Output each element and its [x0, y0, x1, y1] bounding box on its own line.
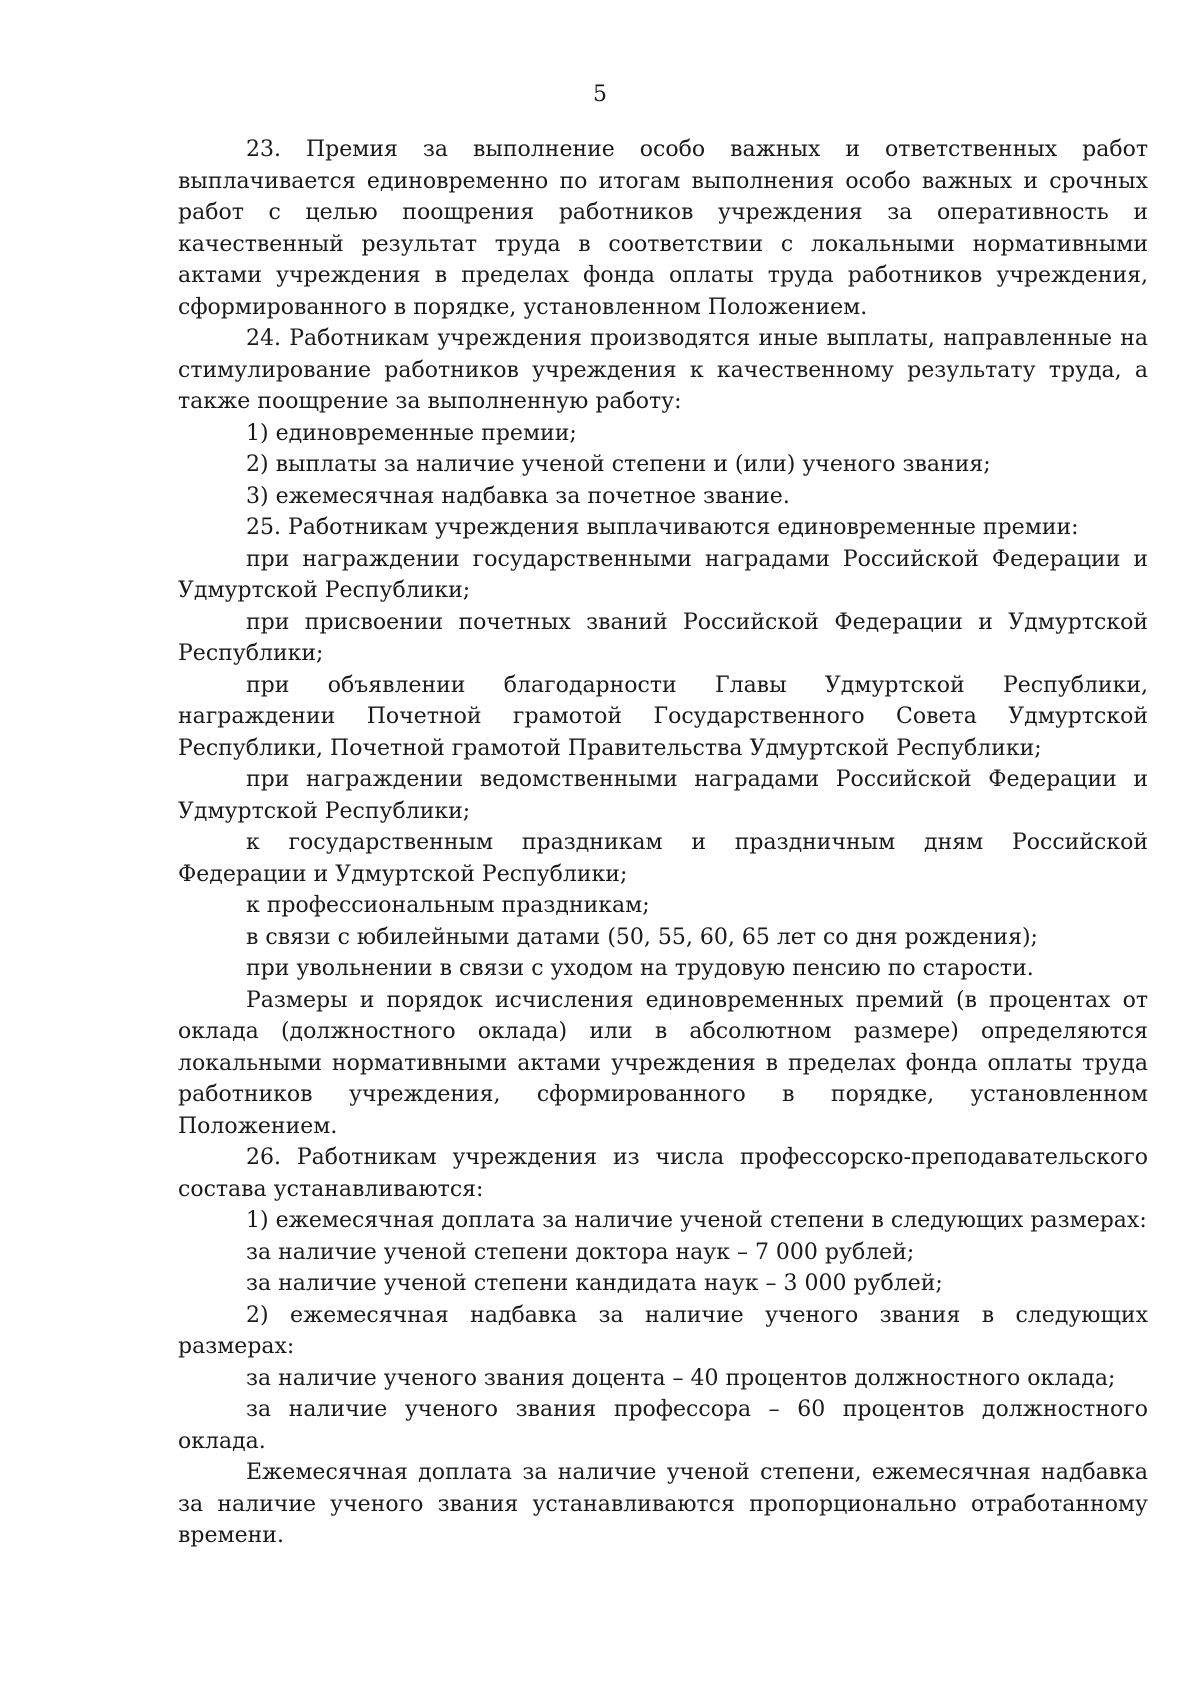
list-item: 2) выплаты за наличие ученой степени и (или) ученого звания; — [246, 452, 991, 477]
list-item: за наличие ученой степени кандидата наук – 3 000 рублей; — [246, 1271, 943, 1296]
list-item: 3) ежемесячная надбавка за почетное звание. — [246, 483, 790, 509]
list-item: к государственным праздникам и праздничным дням Российской Федерации и Удмуртской Республики; — [178, 830, 1148, 887]
paragraph-26: 26. Работникам учреждения из числа профессорско-преподавательского состава устанавливаются: — [178, 1145, 1148, 1202]
paragraph-24: 24. Работникам учреждения производятся иные выплаты, направленные на стимулирование работников учреждения к качественному результату труда, а также поощрение за выполненную работу: — [178, 326, 1148, 414]
list-item: в связи с юбилейными датами (50, 55, 60, 65 лет со дня рождения); — [246, 924, 1038, 950]
list-item: 2) ежемесячная надбавка за наличие ученого звания в следующих размерах: — [178, 1302, 1148, 1359]
document-body — [178, 134, 1148, 1552]
list-item: при увольнении в связи с уходом на трудовую пенсию по старости. — [246, 956, 1034, 981]
paragraph-premium-amounts: Размеры и порядок исчисления единовременных премий (в процентах от оклада (должностного оклада) или в абсолютном размере) определяются локальными нормативными актами учреждения в пределах фонда оплаты труда работников учреждения, сформированного в порядке, установленном Положением. — [178, 987, 1148, 1139]
list-item: при награждении ведомственными наградами Российской Федерации и Удмуртской Республики; — [178, 767, 1148, 824]
list-item: к профессиональным праздникам; — [246, 893, 650, 918]
paragraph-23: 23. Премия за выполнение особо важных и ответственных работ выплачивается единовременно по итогам выполнения особо важных и срочных работ с целью поощрения работников учреждения за оперативность и качественный результат труда в соответствии с локальными нормативными актами учреждения в пределах фонда оплаты труда работников учреждения, сформированного в порядке, установленном Положением. — [178, 137, 1148, 320]
list-item: за наличие ученой степени доктора наук – 7 000 рублей; — [246, 1239, 915, 1265]
list-item: при присвоении почетных званий Российской Федерации и Удмуртской Республики; — [178, 609, 1148, 666]
list-item: при объявлении благодарности Главы Удмуртской Республики, награждении Почетной грамотой Государственного Совета Удмуртской Республики, Почетной грамотой Правительства Удмуртской Республики; — [178, 672, 1148, 761]
list-item: за наличие ученого звания доцента – 40 процентов должностного оклада; — [246, 1365, 1116, 1391]
list-item: за наличие ученого звания профессора – 60 процентов должностного оклада. — [178, 1397, 1148, 1454]
list-item: при награждении государственными наградами Российской Федерации и Удмуртской Республики; — [178, 546, 1148, 603]
paragraph-25: 25. Работникам учреждения выплачиваются единовременные премии: — [246, 515, 1079, 540]
list-item: 1) единовременные премии; — [246, 420, 577, 446]
page-number: 5 — [593, 82, 607, 107]
paragraph-proportional: Ежемесячная доплата за наличие ученой степени, ежемесячная надбавка за наличие ученого звания устанавливаются пропорционально отработанному времени. — [178, 1460, 1148, 1548]
list-item: 1) ежемесячная доплата за наличие ученой степени в следующих размерах: — [246, 1208, 1147, 1233]
